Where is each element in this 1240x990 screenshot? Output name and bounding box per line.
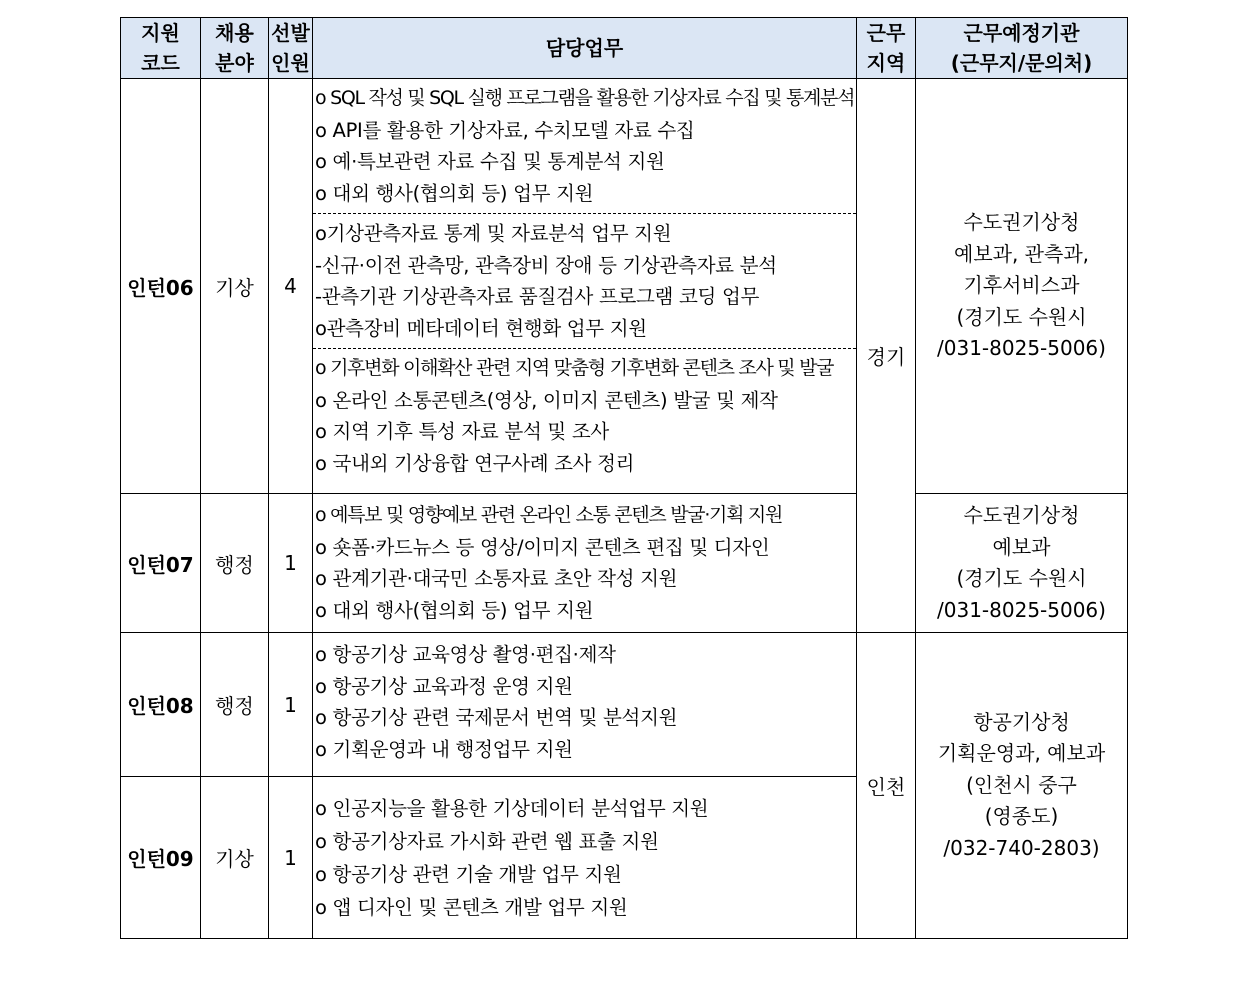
duty-line: o 대외 행사(협의회 등) 업무 지원: [315, 598, 594, 622]
header-duty: 담당업무: [313, 18, 857, 79]
duty-line: o관측장비 메타데이터 현행화 업무 지원: [315, 316, 647, 340]
duty-cell: [313, 777, 857, 939]
header-org: 근무예정기관 (근무지/문의처): [916, 18, 1128, 79]
header-count: 선발 인원: [269, 18, 313, 79]
duty-line: o 국내외 기상융합 연구사례 조사 정리: [315, 451, 635, 475]
duty-cell: [313, 633, 857, 777]
duty-cell: [313, 494, 857, 633]
duty-line: o 앱 디자인 및 콘텐츠 개발 업무 지원: [315, 895, 628, 919]
duty-block: [313, 348, 856, 483]
duty-line: o기상관측자료 통계 및 자료분석 업무 지원: [315, 222, 672, 245]
duty-line: -관측기관 기상관측자료 품질검사 프로그램 코딩 업무: [315, 285, 760, 308]
support-code: 인턴08: [121, 633, 201, 777]
header-field: 채용 분야: [201, 18, 269, 79]
duty-line: o SQL 작성 및 SQL 실행 프로그램을 활용한 기상자료 수집 및 통계분석: [315, 87, 855, 109]
recruitment-table: [120, 17, 1128, 939]
recruit-field: 행정: [201, 633, 269, 777]
duty-line: o 대외 행사(협의회 등) 업무 지원: [315, 181, 594, 205]
recruit-field: 행정: [201, 494, 269, 633]
headcount: 4: [269, 79, 313, 494]
support-code: 인턴06: [121, 79, 201, 494]
headcount: 1: [269, 777, 313, 939]
duty-line: o 예특보 및 영향예보 관련 온라인 소통 콘텐츠 발굴·기획 지원: [315, 504, 783, 526]
duty-line: o 항공기상자료 가시화 관련 웹 표출 지원: [315, 829, 659, 853]
work-org: 항공기상청 기획운영과, 예보과 (인천시 중구 (영종도) /032-740-2803): [916, 633, 1128, 939]
duty-line: o 항공기상 관련 기술 개발 업무 지원: [315, 862, 622, 886]
recruit-field: 기상: [201, 79, 269, 494]
table-row: [121, 633, 1128, 777]
duty-block: [313, 633, 856, 771]
duty-block: [313, 494, 856, 632]
support-code: 인턴07: [121, 494, 201, 633]
support-code: 인턴09: [121, 777, 201, 939]
header-code: 지원 코드: [121, 18, 201, 79]
duty-line: o 예·특보관련 자료 수집 및 통계분석 지원: [315, 150, 665, 173]
duty-line: o 항공기상 교육영상 촬영·편집·제작: [315, 643, 616, 666]
duty-line: o 기후변화 이해확산 관련 지역 맞춤형 기후변화 콘텐츠 조사 및 발굴: [315, 357, 834, 379]
duty-line: o 관계기관·대국민 소통자료 초안 작성 지원: [315, 567, 678, 590]
headcount: 1: [269, 633, 313, 777]
duty-line: o 인공지능을 활용한 기상데이터 분석업무 지원: [315, 796, 709, 820]
duty-line: o API를 활용한 기상자료, 수치모델 자료 수집: [315, 118, 695, 142]
duty-line: o 항공기상 관련 국제문서 번역 및 분석지원: [315, 706, 678, 729]
duty-block: [313, 213, 856, 348]
work-region: 경기: [857, 79, 916, 633]
duty-line: o 온라인 소통콘텐츠(영상, 이미지 콘텐츠) 발굴 및 제작: [315, 388, 778, 412]
work-org: 수도권기상청 예보과 (경기도 수원시 /031-8025-5006): [916, 494, 1128, 633]
duty-line: o 항공기상 교육과정 운영 지원: [315, 674, 573, 698]
duty-cell: [313, 79, 857, 494]
work-region: 인천: [857, 633, 916, 939]
duty-block: [313, 79, 856, 213]
table-row: [121, 494, 1128, 633]
headcount: 1: [269, 494, 313, 633]
duty-line: o 숏폼·카드뉴스 등 영상/이미지 콘텐츠 편집 및 디자인: [315, 535, 770, 559]
duty-block: [313, 786, 856, 930]
work-org: 수도권기상청 예보과, 관측과, 기후서비스과 (경기도 수원시 /031-8025-5006): [916, 79, 1128, 494]
table-row: [121, 79, 1128, 494]
duty-line: o 기획운영과 내 행정업무 지원: [315, 737, 573, 761]
recruit-field: 기상: [201, 777, 269, 939]
header-region: 근무 지역: [857, 18, 916, 79]
duty-line: -신규·이전 관측망, 관측장비 장애 등 기상관측자료 분석: [315, 253, 777, 277]
header-row: [121, 18, 1128, 79]
duty-line: o 지역 기후 특성 자료 분석 및 조사: [315, 420, 609, 443]
